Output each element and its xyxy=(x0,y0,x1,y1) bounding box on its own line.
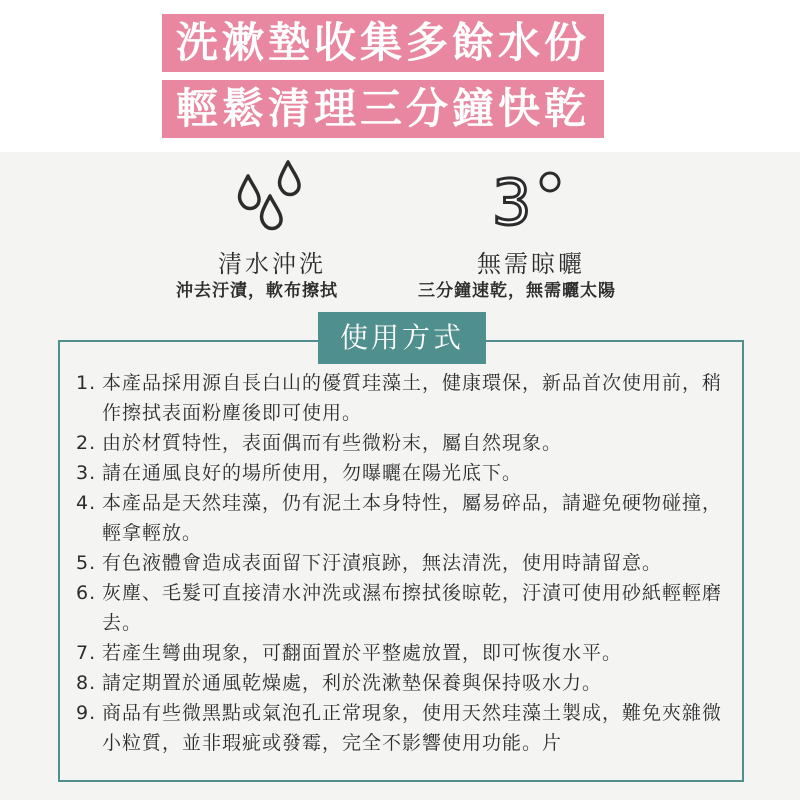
item-text: 商品有些微黑點或氣泡孔正常現象，使用天然珪藻土製成，難免夾雜微小粒質，並非瑕疵或發霉，完全不影響使用功能。片 xyxy=(102,702,723,754)
item-number: 2. xyxy=(76,432,97,454)
item-text: 若產生彎曲現象，可翻面置於平整處放置，即可恢復水平。 xyxy=(102,642,623,664)
item-text: 本產品是天然珪藻，仍有泥土本身特性，屬易碎品，請避免硬物碰撞，輕拿輕放。 xyxy=(102,492,723,544)
list-item xyxy=(76,578,726,638)
list-item xyxy=(76,428,726,458)
water-drops-icon xyxy=(230,158,310,238)
item-text: 灰塵、毛髮可直接清水沖洗或濕布擦拭後晾乾，汙漬可使用砂紙輕輕磨去。 xyxy=(102,582,723,634)
item-text: 有色液體會造成表面留下汙漬痕跡，無法清洗，使用時請留意。 xyxy=(102,552,663,574)
usage-title: 使用方式 xyxy=(318,312,486,364)
usage-list xyxy=(76,368,726,758)
list-item xyxy=(76,668,726,698)
item-number: 7. xyxy=(76,642,97,664)
svg-text:3: 3 xyxy=(492,168,532,234)
item-number: 9. xyxy=(76,702,97,724)
item-number: 4. xyxy=(76,492,97,514)
item-text: 本產品採用源自長白山的優質珪藻土，健康環保，新品首次使用前，稍作擦拭表面粉塵後即可使用。 xyxy=(102,372,723,424)
headline-line-1: 洗漱墊收集多餘水份 xyxy=(162,14,604,72)
item-number: 1. xyxy=(76,372,97,394)
list-item xyxy=(76,698,726,758)
list-item xyxy=(76,548,726,578)
list-item xyxy=(76,638,726,668)
item-number: 3. xyxy=(76,462,97,484)
item-number: 5. xyxy=(76,552,97,574)
list-item xyxy=(76,458,726,488)
feature-title-no-drying: 無需晾曬 xyxy=(477,250,585,278)
feature-desc-rinse: 沖去汙漬，軟布擦拭 xyxy=(176,281,338,301)
item-number: 8. xyxy=(76,672,97,694)
feature-desc-no-drying: 三分鐘速乾，無需曬太陽 xyxy=(418,281,616,301)
item-text: 由於材質特性，表面偶而有些微粉末，屬自然現象。 xyxy=(102,432,563,454)
item-text: 請在通風良好的場所使用，勿曝曬在陽光底下。 xyxy=(102,462,523,484)
list-item xyxy=(76,368,726,428)
item-text: 請定期置於通風乾燥處，利於洗漱墊保養與保持吸水力。 xyxy=(102,672,603,694)
item-number: 6. xyxy=(76,582,97,604)
three-degrees-icon xyxy=(490,168,570,234)
headline-line-2: 輕鬆清理三分鐘快乾 xyxy=(162,80,604,138)
list-item xyxy=(76,488,726,548)
feature-title-rinse: 清水沖洗 xyxy=(218,250,326,278)
